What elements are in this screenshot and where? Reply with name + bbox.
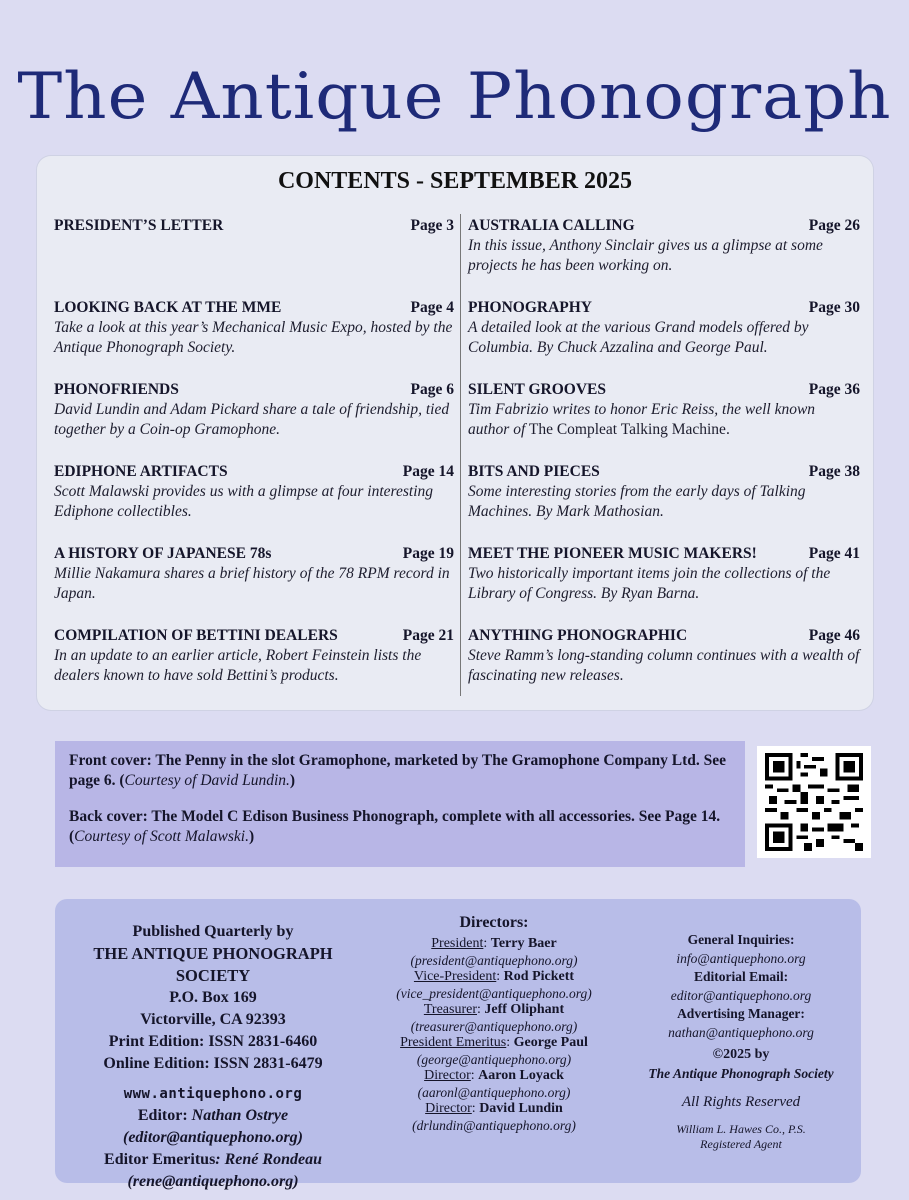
contents-entry <box>468 626 860 686</box>
director-entry: President Emeritus: George Paul <box>400 1035 588 1050</box>
city-line: Victorville, CA 92393 <box>140 1011 286 1028</box>
column-divider <box>460 214 461 696</box>
entry-page: Page 41 <box>808 545 860 562</box>
contents-panel <box>37 156 873 710</box>
front-cover-close: ) <box>289 772 296 789</box>
front-cover-text: Front cover: The Penny in the slot Gramophone, marketed by The Gramophone Company Ltd. See page 6. ( <box>69 752 727 789</box>
copyright-line: ©2025 by <box>712 1047 770 1062</box>
contents-entry <box>54 298 454 358</box>
advertising-label: Advertising Manager: <box>677 1006 805 1021</box>
entry-title: LOOKING BACK AT THE MME <box>54 299 282 316</box>
entry-page: Page 30 <box>808 299 860 316</box>
director-role: Vice-President <box>413 969 497 984</box>
entry-title: PRESIDENT’S LETTER <box>54 217 224 234</box>
emeritus-email[interactable]: (rene@antiquephono.org) <box>127 1173 299 1190</box>
copyright-owner: The Antique Phonograph Society <box>648 1065 834 1081</box>
editorial-email[interactable]: editor@antiquephono.org <box>670 987 812 1003</box>
entry-title: A HISTORY OF JAPANESE 78s <box>54 545 272 562</box>
director-entry: Treasurer: Jeff Oliphant <box>423 1002 565 1017</box>
entry-title: PHONOGRAPHY <box>468 299 592 316</box>
directors-block <box>371 913 617 1134</box>
inquiries-label: General Inquiries: <box>687 932 795 947</box>
book-title: The Compleat Talking Machine. <box>525 421 730 438</box>
entry-description: In this issue, Anthony Sinclair gives us a glimpse at some projects he has been working on. <box>468 237 823 274</box>
director-entry: Vice-President: Rod Pickett <box>413 969 575 984</box>
entry-title: COMPILATION OF BETTINI DEALERS <box>54 627 338 644</box>
editor-name: Nathan Ostrye <box>191 1107 289 1124</box>
entry-title: MEET THE PIONEER MUSIC MAKERS! <box>468 545 757 562</box>
entry-title: AUSTRALIA CALLING <box>468 217 635 234</box>
director-name: Terry Baer <box>490 936 557 951</box>
contents-entry <box>54 626 454 686</box>
editor-label: Editor: <box>137 1107 192 1124</box>
director-name: David Lundin <box>479 1101 563 1116</box>
contents-entry <box>54 216 454 236</box>
director-email[interactable]: (aaronl@antiquephono.org) <box>417 1084 571 1100</box>
director-email[interactable]: (president@antiquephono.org) <box>410 952 578 968</box>
entry-description: Some interesting stories from the early days of Talking Machines. By Mark Mathosian. <box>468 483 806 520</box>
director-role: Treasurer <box>423 1002 477 1017</box>
cover-notes-panel <box>55 741 745 867</box>
editor-email[interactable]: (editor@antiquephono.org) <box>123 1129 303 1146</box>
director-email[interactable]: (vice_president@antiquephono.org) <box>396 985 592 1001</box>
front-cover-credit: Courtesy of David Lundin. <box>124 772 290 789</box>
website-link[interactable]: www.antiquephono.org <box>123 1086 303 1102</box>
director-entry: Director: David Lundin <box>425 1101 563 1116</box>
editorial-label: Editorial Email: <box>693 969 789 984</box>
rights-reserved: All Rights Reserved <box>681 1094 801 1110</box>
contents-entry <box>468 216 860 276</box>
entry-description: A detailed look at the various Grand models offered by Columbia. By Chuck Azzalina and George Paul. <box>468 319 809 356</box>
director-name: Aaron Loyack <box>478 1068 564 1083</box>
entry-page: Page 38 <box>808 463 860 480</box>
director-role: President <box>431 936 484 951</box>
director-email[interactable]: (george@antiquephono.org) <box>416 1051 572 1067</box>
entry-page: Page 19 <box>402 545 454 562</box>
emeritus-name: : René Rondeau <box>215 1151 322 1168</box>
back-cover-close: ) <box>248 828 255 845</box>
director-name: Rod Pickett <box>503 969 575 984</box>
back-cover-text: Back cover: The Model C Edison Business Phonograph, complete with all accessories. See Page 14. ( <box>69 808 721 845</box>
qr-code[interactable] <box>757 746 871 858</box>
director-email[interactable]: (drlundin@antiquephono.org) <box>412 1117 576 1133</box>
entry-description <box>468 400 860 440</box>
entry-title: ANYTHING PHONOGRAPHIC <box>468 627 688 644</box>
entry-page: Page 26 <box>808 217 860 234</box>
entry-page: Page 21 <box>402 627 454 644</box>
director-role: Director <box>425 1101 472 1116</box>
entry-page: Page 36 <box>808 381 860 398</box>
directors-title: Directors: <box>459 914 529 931</box>
publisher-block <box>55 921 371 1193</box>
entry-description: Scott Malawski provides us with a glimpse at four interesting Ediphone collectibles. <box>54 483 434 520</box>
director-role: President Emeritus <box>400 1035 507 1050</box>
contents-entry <box>468 462 860 522</box>
entry-description: Take a look at this year’s Mechanical Music Expo, hosted by the Antique Phonograph Society. <box>54 319 453 356</box>
entry-description-text: Tim Fabrizio writes to honor Eric Reiss, the well known author of <box>468 401 816 438</box>
entry-description: Millie Nakamura shares a brief history of the 78 RPM record in Japan. <box>54 565 450 602</box>
director-email[interactable]: (treasurer@antiquephono.org) <box>410 1018 578 1034</box>
entry-title: EDIPHONE ARTIFACTS <box>54 463 228 480</box>
director-name: George Paul <box>513 1035 588 1050</box>
editor-line <box>55 1105 371 1127</box>
contents-title: CONTENTS - SEPTEMBER 2025 <box>277 168 633 194</box>
contents-entry <box>54 544 454 604</box>
emeritus-label: Editor Emeritus <box>104 1151 216 1168</box>
qr-code-graphic <box>764 753 864 851</box>
front-cover-note <box>69 751 731 791</box>
registered-agent-name: William L. Hawes Co., P.S. <box>676 1121 806 1136</box>
entry-page: Page 46 <box>808 627 860 644</box>
entry-page: Page 14 <box>402 463 454 480</box>
director-name: Jeff Oliphant <box>484 1002 565 1017</box>
advertising-email[interactable]: nathan@antiquephono.org <box>668 1024 814 1040</box>
contents-entry <box>468 544 860 604</box>
entry-description: Steve Ramm’s long-standing column continues with a wealth of fascinating new releases. <box>468 647 860 684</box>
inquiries-email[interactable]: info@antiquephono.org <box>676 950 806 966</box>
masthead-info-panel <box>55 899 861 1190</box>
entry-title: PHONOFRIENDS <box>54 381 179 398</box>
society-name: THE ANTIQUE PHONOGRAPH SOCIETY <box>93 944 333 985</box>
back-cover-credit: Courtesy of Scott Malawski. <box>74 828 249 845</box>
contents-entry <box>468 298 860 358</box>
entry-description: In an update to an earlier article, Robert Feinstein lists the dealers known to have sold Bettini’s products. <box>54 647 422 684</box>
contents-entry <box>54 380 454 440</box>
print-issn: Print Edition: ISSN 2831-6460 <box>108 1033 318 1050</box>
entry-title: BITS AND PIECES <box>468 463 600 480</box>
back-cover-note <box>69 807 731 847</box>
contents-entry <box>468 380 860 440</box>
director-role: Director <box>424 1068 471 1083</box>
masthead-title: The Antique Phonograph <box>17 60 892 134</box>
emeritus-line <box>55 1149 371 1171</box>
entry-title: SILENT GROOVES <box>468 381 606 398</box>
po-box: P.O. Box 169 <box>169 989 257 1006</box>
general-contacts-block <box>621 931 861 1152</box>
entry-page: Page 6 <box>410 381 454 398</box>
entry-page: Page 3 <box>410 217 454 234</box>
entry-page: Page 4 <box>410 299 454 316</box>
online-issn: Online Edition: ISSN 2831-6479 <box>103 1055 323 1072</box>
publisher-line: Published Quarterly by <box>132 923 294 940</box>
director-entry: President: Terry Baer <box>431 936 557 951</box>
director-entry: Director: Aaron Loyack <box>424 1068 564 1083</box>
contents-entry <box>54 462 454 522</box>
entry-description: Two historically important items join the collections of the Library of Congress. By Ryan Barna. <box>468 565 831 602</box>
entry-description: David Lundin and Adam Pickard share a tale of friendship, tied together by a Coin-op Gramophone. <box>54 401 450 438</box>
registered-agent-label: Registered Agent <box>700 1136 782 1151</box>
